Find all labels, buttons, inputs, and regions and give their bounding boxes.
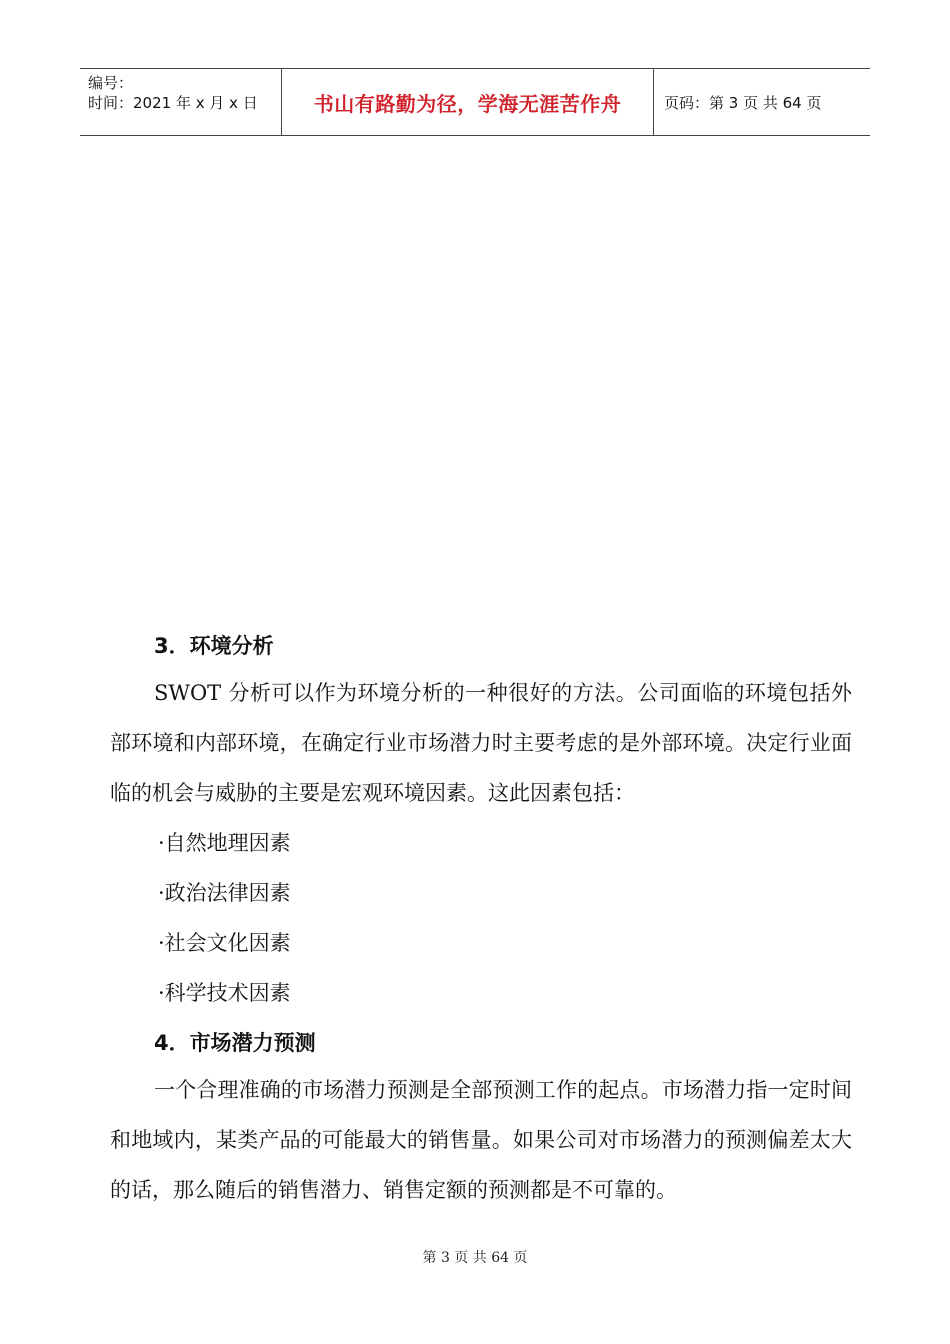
bullet-item: ·自然地理因素 [158, 831, 291, 855]
page-footer: 第 3 页 共 64 页 [422, 1250, 528, 1266]
header-page-info: 页码：第 3 页 共 64 页 [664, 93, 822, 112]
date-label: 时间：2021 年 x 月 x 日 [88, 94, 258, 112]
market-paragraph: 一个合理准确的市场潜力预测是全部预测工作的起点。市场潜力指一定时间和地域内，某类产品的可能最大的销售量。如果公司对市场潜力的预测偏差太大的话，那么随后的销售潜力、销售定额的预测都是不可靠的。 [110, 1078, 852, 1202]
bullet-item: ·科学技术因素 [158, 981, 291, 1005]
header-motto: 书山有路勤为径，学海无涯苦作舟 [282, 69, 654, 135]
bullet-item: ·社会文化因素 [158, 931, 291, 955]
environment-paragraph: SWOT 分析可以作为环境分析的一种很好的方法。公司面临的环境包括外部环境和内部环境，在确定行业市场潜力时主要考虑的是外部环境。决定行业面临的机会与威胁的主要是宏观环境因素。这此因素包括： [110, 681, 852, 805]
header-meta [80, 69, 282, 135]
section-heading-market: 4．市场潜力预测 [154, 1031, 316, 1055]
bullet-item: ·政治法律因素 [158, 881, 291, 905]
page-header [80, 68, 870, 136]
section-heading-environment: 3．环境分析 [154, 634, 274, 658]
serial-label: 编号： [88, 74, 134, 92]
